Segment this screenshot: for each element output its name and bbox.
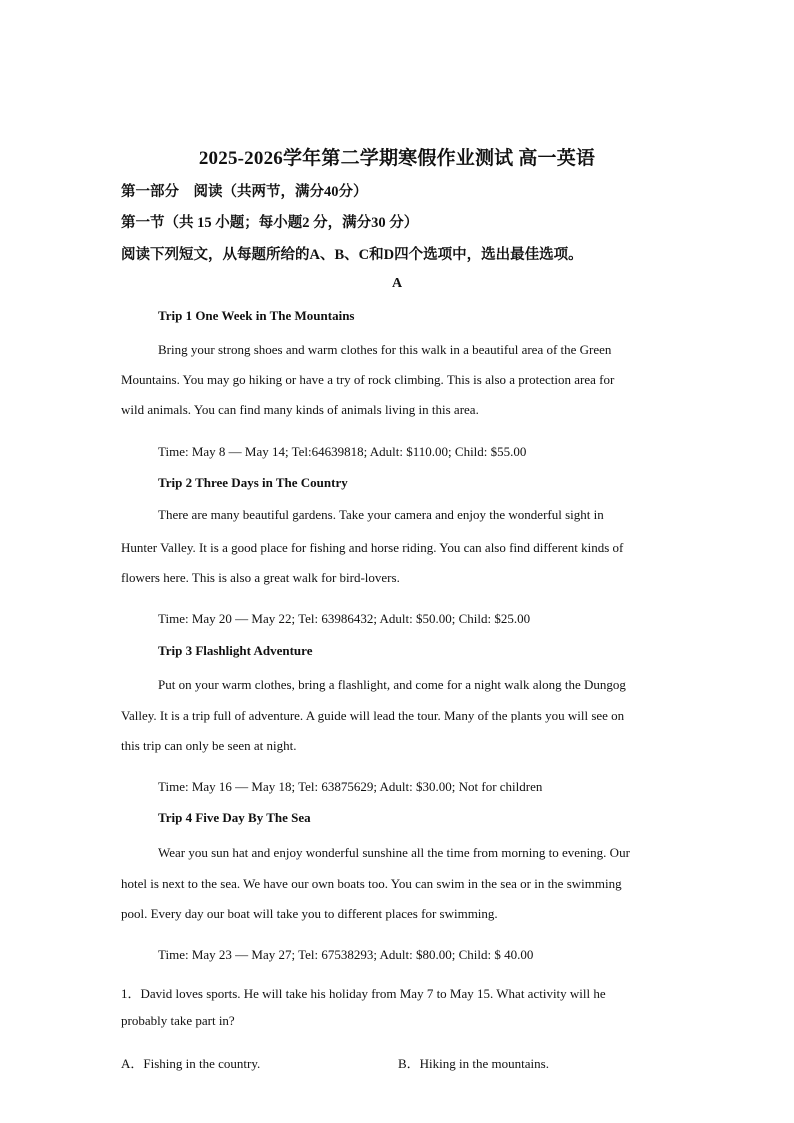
- trip-1-title: Trip 1 One Week in The Mountains: [158, 308, 355, 323]
- trip-2-title: Trip 2 Three Days in The Country: [158, 475, 348, 490]
- trip-3-info: Time: May 16 — May 18; Tel: 63875629; Adult: $30.00; Not for children: [158, 779, 543, 794]
- section-heading: 第一节（共 15 小题；每小题2 分，满分30 分）: [121, 215, 419, 231]
- question-1-option-a: A．Fishing in the country.: [121, 1056, 261, 1071]
- trip-4-line-3: pool. Every day our boat will take you to different places for swimming.: [121, 906, 498, 921]
- question-1-option-b: B．Hiking in the mountains.: [398, 1056, 549, 1071]
- trip-2-line-2: Hunter Valley. It is a good place for fishing and horse riding. You can also find different kinds of: [121, 540, 624, 555]
- question-1-stem-line-2: probably take part in?: [121, 1013, 235, 1028]
- question-1-stem-line-1: 1．David loves sports. He will take his holiday from May 7 to May 15. What activity will he: [121, 986, 606, 1001]
- trip-2-info: Time: May 20 — May 22; Tel: 63986432; Adult: $50.00; Child: $25.00: [158, 611, 531, 626]
- trip-3-line-3: this trip can only be seen at night.: [121, 738, 297, 753]
- trip-1-info: Time: May 8 — May 14; Tel:64639818; Adult: $110.00; Child: $55.00: [158, 444, 527, 459]
- trip-4-line-2: hotel is next to the sea. We have our own boats too. You can swim in the sea or in the swimming: [121, 876, 622, 891]
- trip-4-line-1: Wear you sun hat and enjoy wonderful sunshine all the time from morning to evening. Our: [158, 845, 630, 860]
- part-heading: 第一部分 阅读（共两节，满分40分）: [121, 184, 368, 200]
- trip-2-line-1: There are many beautiful gardens. Take your camera and enjoy the wonderful sight in: [158, 507, 604, 522]
- trip-1-line-2: Mountains. You may go hiking or have a try of rock climbing. This is also a protection area for: [121, 372, 615, 387]
- instruction-text: 阅读下列短文，从每题所给的A、B、C和D四个选项中，选出最佳选项。: [121, 247, 583, 263]
- trip-1-line-3: wild animals. You can find many kinds of animals living in this area.: [121, 402, 479, 417]
- trip-2-line-3: flowers here. This is also a great walk for bird-lovers.: [121, 570, 400, 585]
- page-title: 2025-2026学年第二学期寒假作业测试 高一英语: [198, 148, 596, 169]
- trip-3-line-1: Put on your warm clothes, bring a flashlight, and come for a night walk along the Dungog: [158, 677, 626, 692]
- trip-3-title: Trip 3 Flashlight Adventure: [158, 643, 313, 658]
- trip-4-info: Time: May 23 — May 27; Tel: 67538293; Adult: $80.00; Child: $ 40.00: [158, 947, 534, 962]
- trip-1-line-1: Bring your strong shoes and warm clothes for this walk in a beautiful area of the Green: [158, 342, 612, 357]
- trip-4-title: Trip 4 Five Day By The Sea: [158, 810, 311, 825]
- trip-3-line-2: Valley. It is a trip full of adventure. A guide will lead the tour. Many of the plants you will see on: [121, 708, 625, 723]
- passage-label: A: [391, 276, 403, 291]
